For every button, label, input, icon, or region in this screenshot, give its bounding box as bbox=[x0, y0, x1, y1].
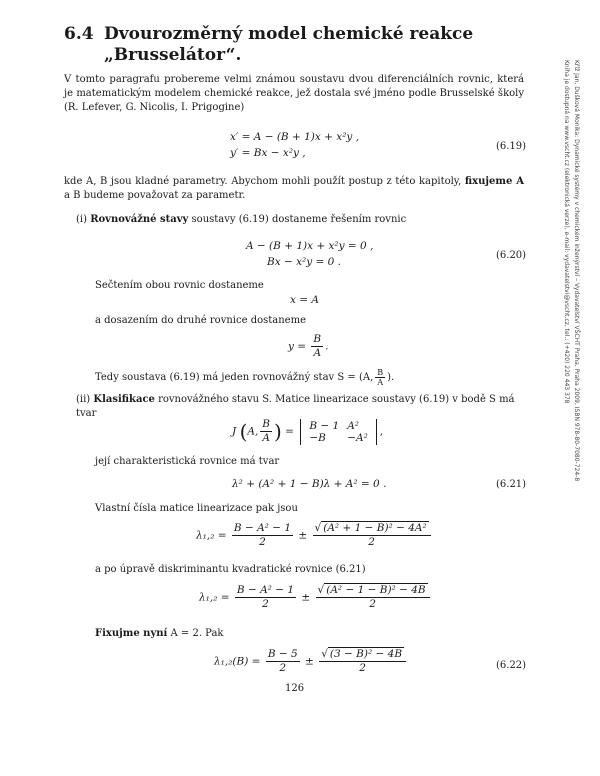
item-i-text: soustavy (6.19) dostaneme řešením rovnic bbox=[188, 214, 407, 225]
page-number: 126 bbox=[285, 683, 305, 694]
discriminant-text: a po úpravě diskriminantu kvadratické rovnice (6.21) bbox=[95, 564, 366, 575]
item-ii bbox=[76, 393, 524, 421]
section-title-line2: „Brusselátor“. bbox=[104, 45, 242, 65]
equation-6-20-line2: Bx − x²y = 0 . bbox=[267, 256, 342, 268]
eq-y-lhs: y = bbox=[288, 340, 307, 353]
section-title-line1: Dvourozměrný model chemické reakce bbox=[104, 24, 474, 44]
equation-number-6-21: (6.21) bbox=[496, 479, 527, 490]
after-text-2: a B budeme považovat za parametr. bbox=[64, 190, 246, 201]
eigenvalues-text: Vlastní čísla matice linearizace pak jsou bbox=[95, 503, 298, 514]
equilibrium-fraction: $\frac{B}{A}$ bbox=[377, 368, 384, 387]
after-text-1: kde A, B jsou kladné parametry. Abychom mohli použít postup z této kapitoly, bbox=[64, 176, 465, 187]
substitution-text: a dosazením do druhé rovnice dostaneme bbox=[95, 315, 306, 326]
section-number: 6.4 bbox=[64, 24, 94, 44]
equation-y: y = $\frac{B}{A}$ . bbox=[288, 333, 329, 359]
equation-6-22: λ₁,₂(B) = $\frac{B - 5}{2}$ ± $\frac{\text{√ (3 − B)² − 4B}}{2}$ bbox=[214, 648, 408, 675]
after-6-19-paragraph bbox=[64, 175, 524, 203]
item-ii-bold: Klasifikace bbox=[93, 394, 155, 405]
item-i-label: (i) bbox=[76, 214, 88, 225]
item-ii-label: (ii) bbox=[76, 394, 91, 405]
equation-x: x = A bbox=[290, 294, 319, 306]
equation-6-19-line2: y′ = Bx − x²y , bbox=[230, 147, 306, 159]
eq-y-fraction: $\frac{B}{A}$ bbox=[313, 333, 322, 359]
equation-6-21: λ² + (A² + 1 − B)λ + A² = 0 . bbox=[232, 478, 387, 490]
copyright-sidebar bbox=[563, 60, 594, 700]
after-bold: fixujeme A bbox=[464, 176, 524, 187]
item-i-bold: Rovnovážné stavy bbox=[90, 214, 189, 225]
item-ii-text: rovnovážného stavu S. Matice linearizace soustavy (6.19) v bodě S má tvar bbox=[76, 394, 515, 419]
fix-text: Fixujme nyní A = 2. Pak bbox=[95, 628, 224, 639]
characteristic-text: její charakteristická rovnice má tvar bbox=[95, 456, 280, 467]
intro-paragraph: V tomto paragrafu probereme velmi známou soustavu dvou diferenciálních rovnic, která je matematickým modelem chemické reakce, jež dostala své jméno podle Brusselské školy (R. Lefever, G. Nicolis, I. Prigogine) bbox=[64, 74, 524, 113]
equation-6-20-line1: A − (B + 1)x + x²y = 0 , bbox=[246, 240, 374, 252]
eigenvalues-equation-2: λ₁,₂ = $\frac{\text{B − A² − 1}}{2}$ ± $\frac{\text{√ (A² − 1 − B)² − 4B}}{2}$ bbox=[199, 584, 432, 611]
equation-number-6-19: (6.19) bbox=[496, 141, 527, 152]
jacobian-matrix: B − 1 A² −B −A² bbox=[300, 419, 376, 445]
section-heading bbox=[64, 24, 524, 66]
sum-text: Sečtením obou rovnic dostaneme bbox=[95, 280, 264, 291]
equation-number-6-22: (6.22) bbox=[496, 660, 527, 671]
sidebar-line-2: Kniha je dostupná na www.vscht.cz (elektronická verze), e-mail: vydavatelstvi@vscht.cz, tel.: (+420) 220 443 378 bbox=[563, 60, 570, 404]
equation-number-6-20: (6.20) bbox=[496, 250, 527, 261]
eigenvalues-equation-1: λ₁,₂ = $\frac{\text{B − A² − 1}}{2}$ ± $\frac{\text{√ (A² + 1 − B)² − 4A²}}{2}$ bbox=[196, 522, 433, 549]
jacobian-equation: J (A, $\frac{B}{A}$ ) = B − 1 A² −B −A² , bbox=[232, 418, 384, 444]
item-i bbox=[76, 213, 524, 227]
sidebar-line-1: Kříž Jan, Dušková Monika: Dynamické systémy v chemickém inženýrství – Vydavatelství VŠCHT Praha, Praha 2009, ISBN 978-80-7080-724-8 bbox=[573, 60, 580, 482]
equation-6-19-line1: x′ = A − (B + 1)x + x²y , bbox=[230, 131, 360, 143]
equilibrium-state-text: Tedy soustava (6.19) má jeden rovnovážný stav S = (A, $\frac{B}{A}$ ). bbox=[95, 368, 395, 387]
